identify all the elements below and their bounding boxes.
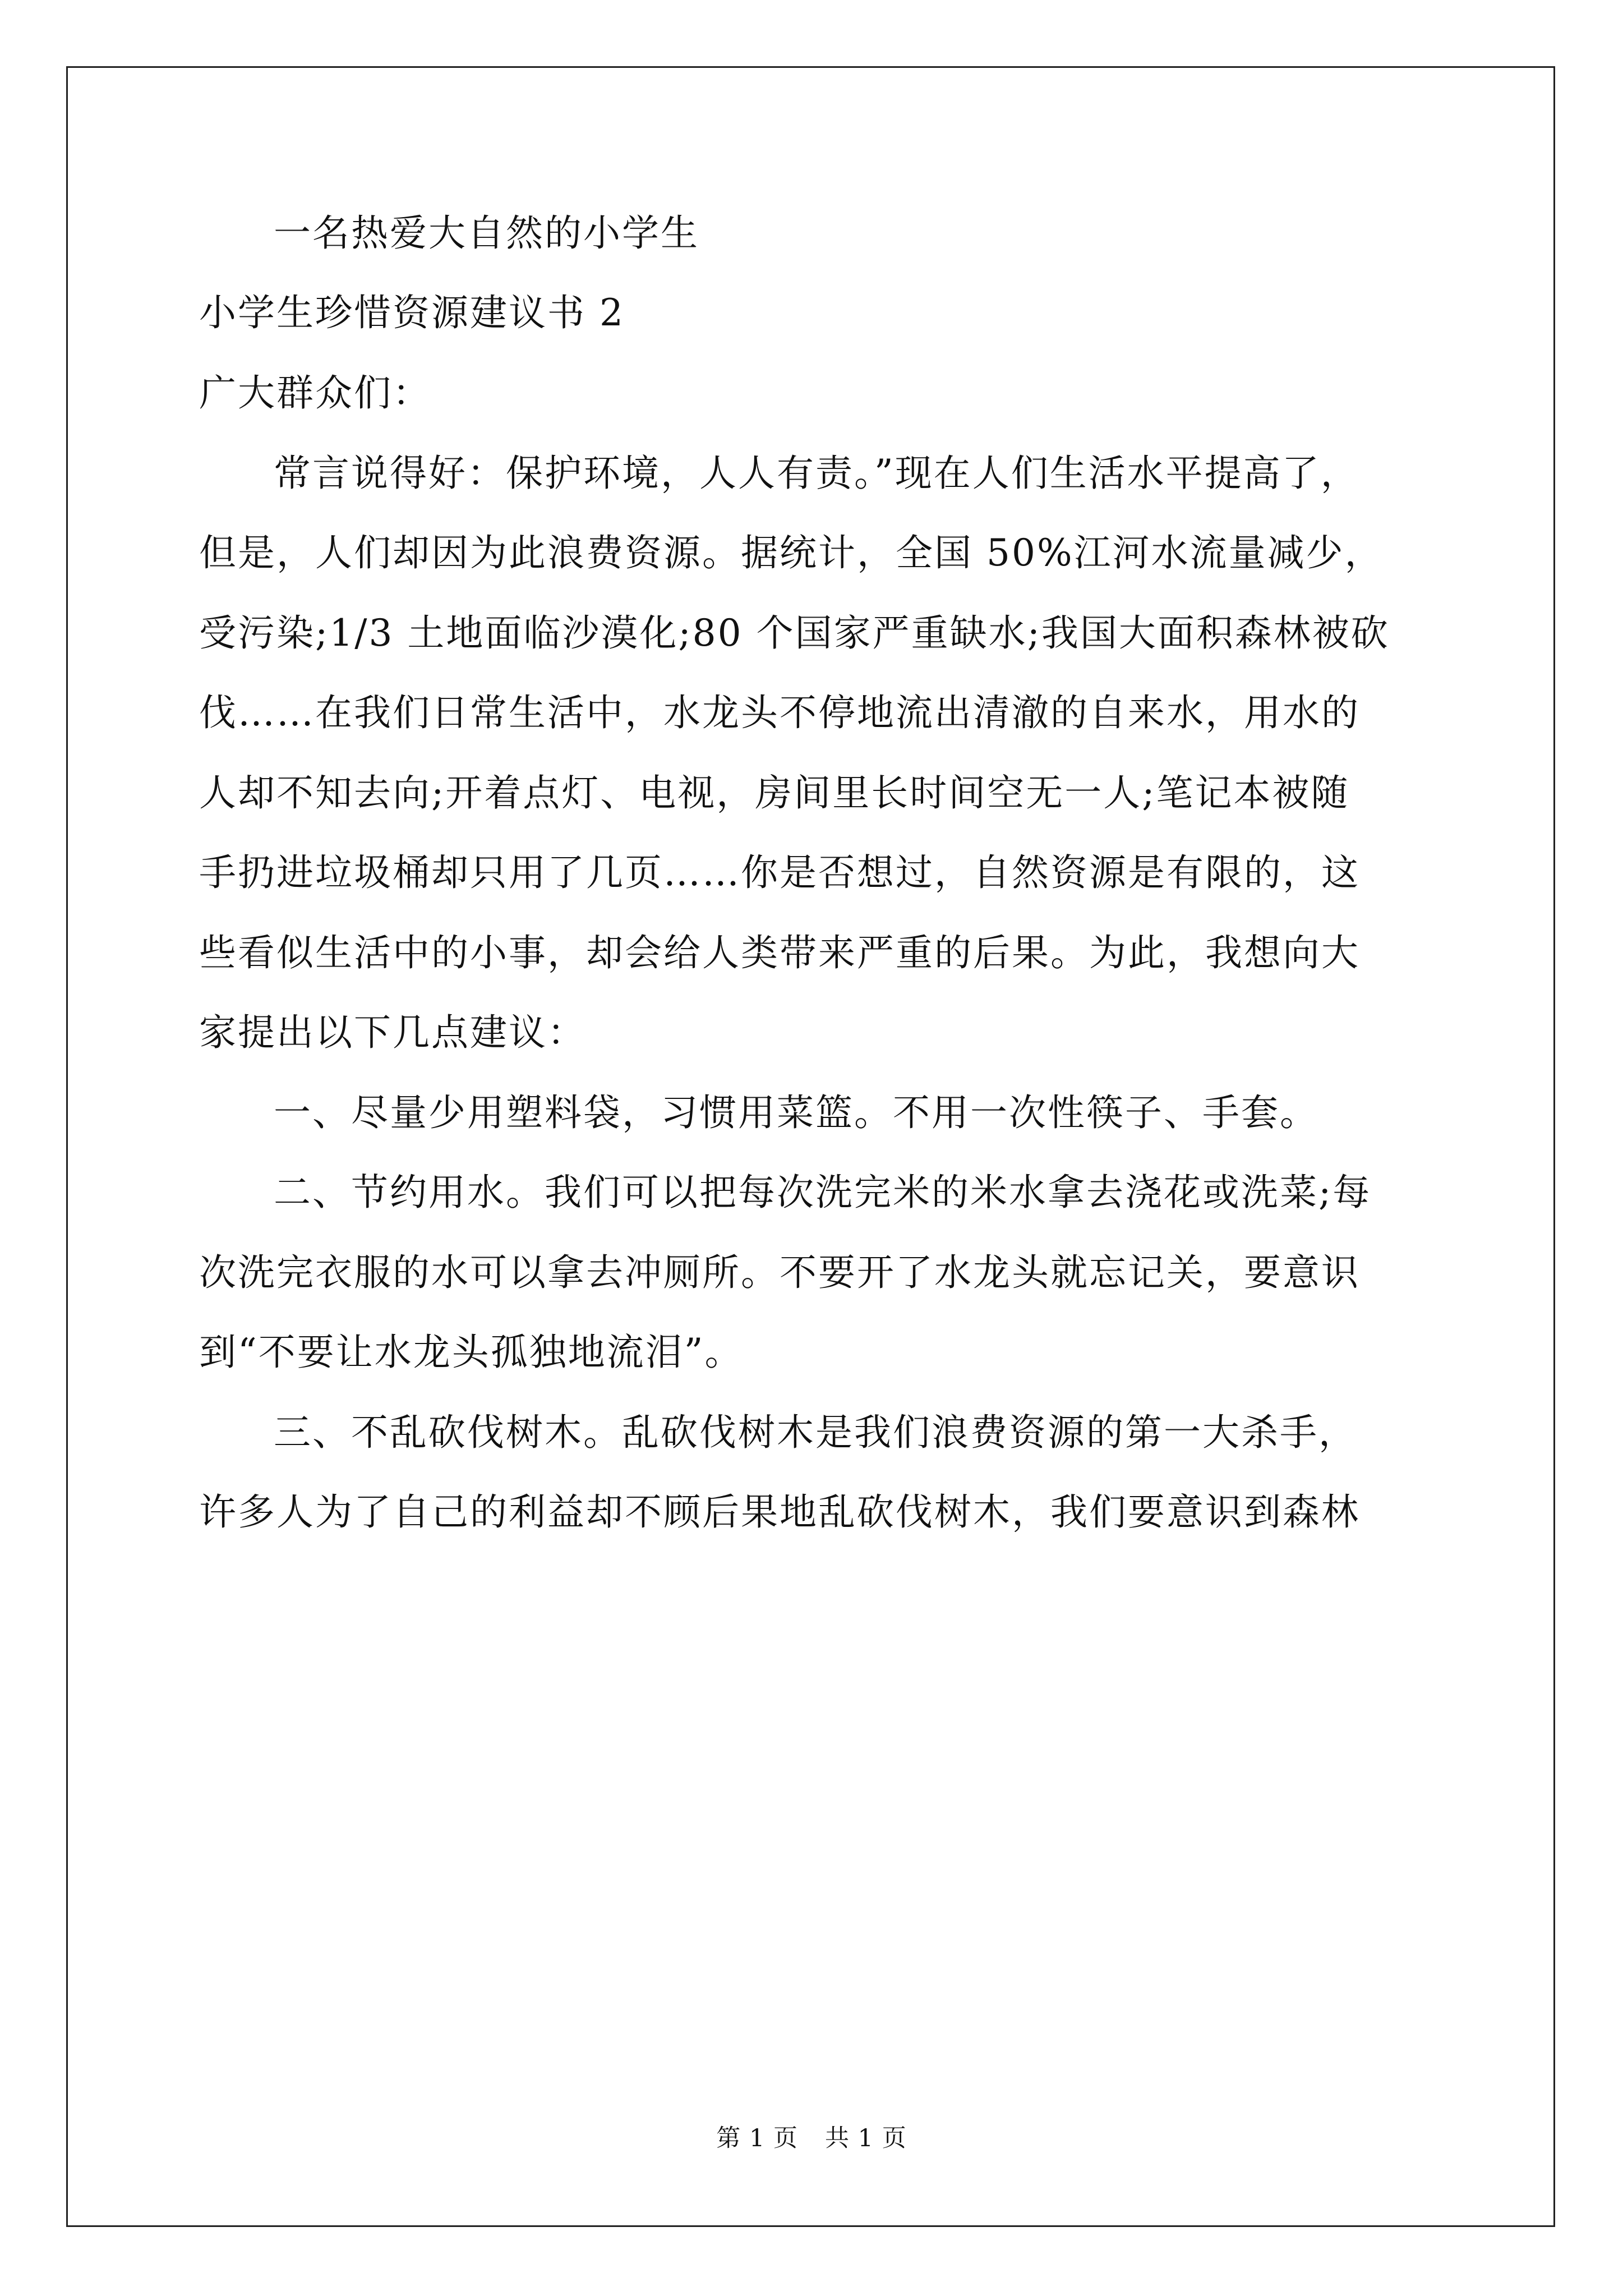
paragraph-3-line-1: 二、节约用水。我们可以把每次洗完米的米水拿去浇花或洗菜;每 [274,1171,1372,1214]
paragraph-1-line-4: 伐……在我们日常生活中，水龙头不停地流出清澈的自来水，用水的 [199,691,1360,734]
page-total: 共 1 页 [825,2124,907,2152]
paragraph-4-line-1: 三、不乱砍伐树木。乱砍伐树木是我们浪费资源的第一大杀手， [274,1411,1357,1454]
paragraph-1-line-3: 受污染;1/3 土地面临沙漠化;80 个国家严重缺水;我国大面积森林被砍 [199,611,1390,655]
paragraph-1-line-2: 但是，人们却因为此浪费资源。据统计，全国 50%江河水流量减少， [199,531,1384,574]
paragraph-1-line-1: 常言说得好：保护环境，人人有责。”现在人们生活水平提高了， [274,452,1359,495]
paragraph-4-line-2: 许多人为了自己的利益却不顾后果地乱砍伐树木，我们要意识到森林 [199,1490,1360,1534]
paragraph-1-line-5: 人却不知去向;开着点灯、电视，房间里长时间空无一人;笔记本被随 [199,771,1350,815]
page-footer [0,2124,1623,2152]
salutation: 广大群众们： [199,371,431,415]
paragraph-3-line-3: 到“不要让水龙头孤独地流泪”。 [199,1331,744,1374]
paragraph-1-line-8: 家提出以下几点建议： [199,1011,586,1054]
page-number: 第 1 页 [716,2124,798,2152]
paragraph-1-line-7: 些看似生活中的小事，却会给人类带来严重的后果。为此，我想向大 [199,931,1360,974]
paragraph-1-line-6: 手扔进垃圾桶却只用了几页……你是否想过，自然资源是有限的，这 [199,851,1360,894]
signature-line: 一名热爱大自然的小学生 [274,211,699,255]
document-title: 小学生珍惜资源建议书 2 [199,291,625,334]
paragraph-2-line-1: 一、尽量少用塑料袋，习惯用菜篮。不用一次性筷子、手套。 [274,1091,1318,1134]
paragraph-3-line-2: 次洗完衣服的水可以拿去冲厕所。不要开了水龙头就忘记关，要意识 [199,1251,1360,1294]
